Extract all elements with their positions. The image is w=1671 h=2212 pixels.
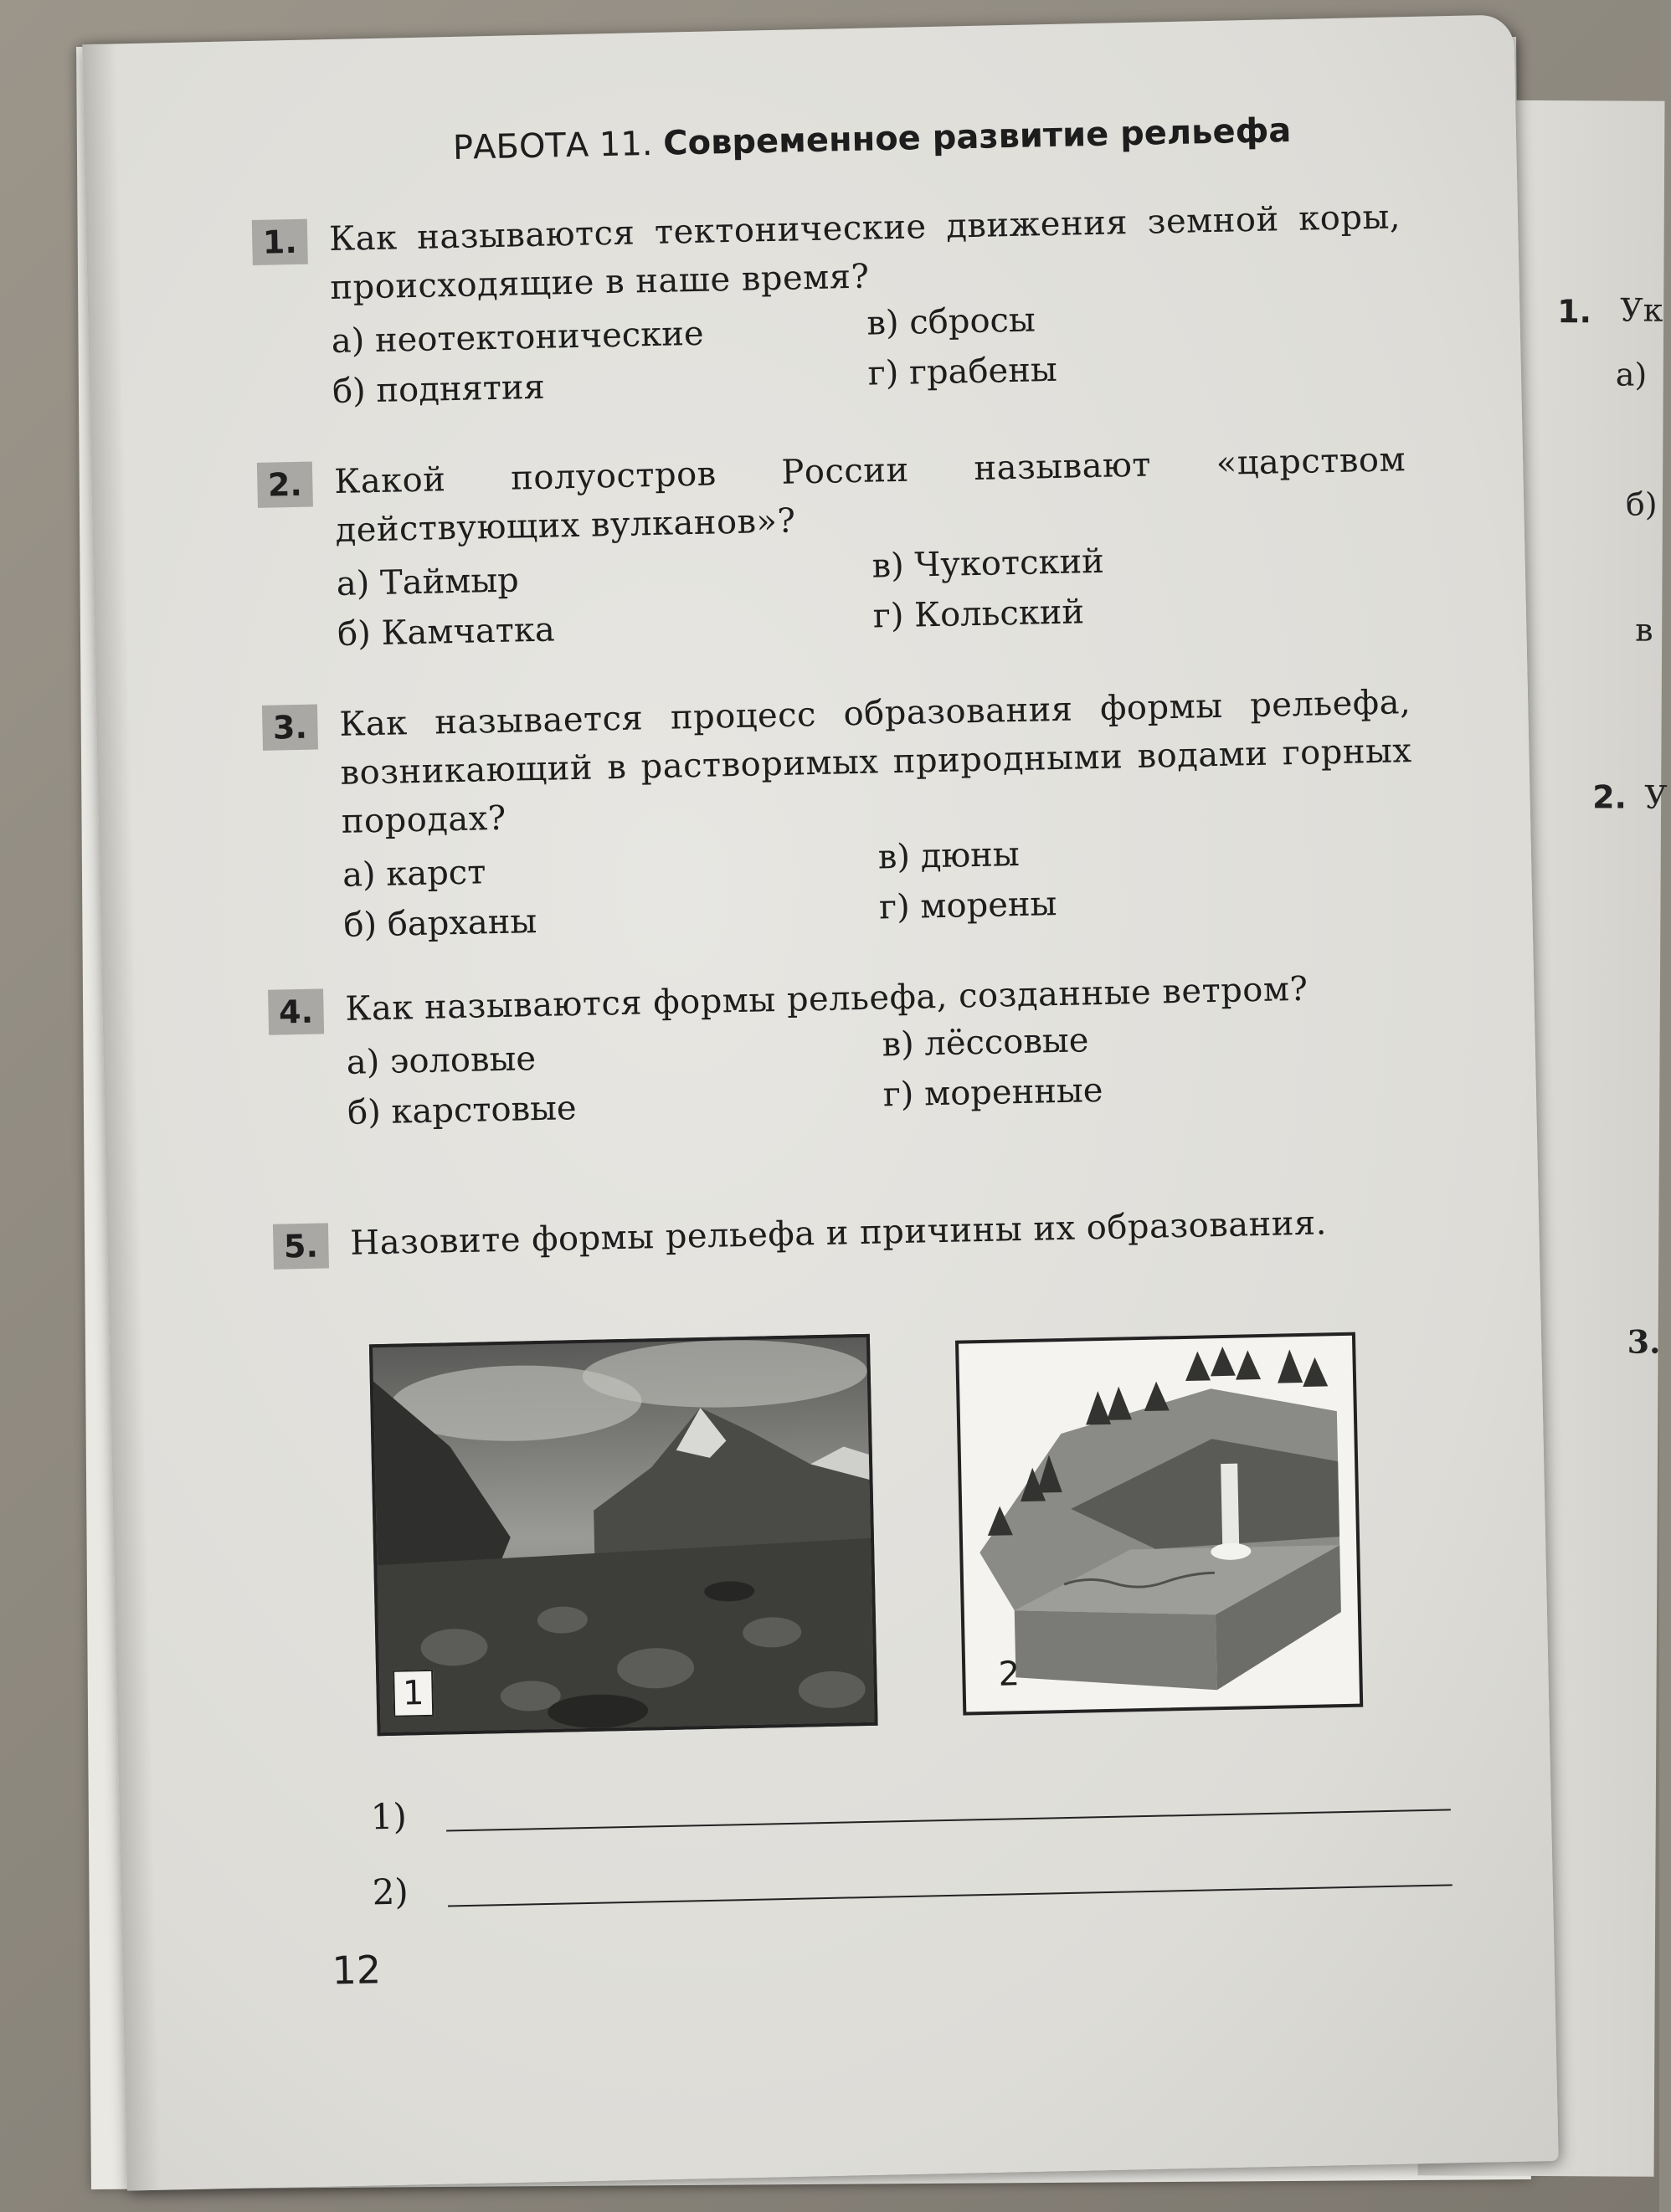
option-g[interactable]: г) грабены [867, 350, 1058, 393]
answer-line-1[interactable] [446, 1809, 1451, 1831]
answer-options [342, 829, 1416, 952]
mountain-illustration [373, 1337, 875, 1732]
option-a[interactable]: а) эоловые [346, 1039, 537, 1082]
question-4 [278, 962, 1420, 1139]
answer-options [331, 295, 1404, 418]
right-opt-b: б) [1625, 485, 1658, 523]
option-a[interactable]: а) неотектонические [331, 314, 704, 362]
question-text: Как называются тектонические движения земной коры, происходящие в наше время? [328, 198, 1401, 308]
picture-label-1: 1 [393, 1670, 434, 1717]
answer-line-2[interactable] [448, 1884, 1452, 1907]
landform-diagram [955, 1332, 1363, 1716]
right-q1-text: Ук [1620, 291, 1663, 329]
answer-label-1: 1) [370, 1795, 408, 1838]
option-a[interactable]: а) Таймыр [336, 561, 520, 603]
option-v[interactable]: в) дюны [877, 834, 1021, 877]
question-5 [283, 1197, 1422, 1268]
option-g[interactable]: г) морены [878, 885, 1057, 927]
question-3 [272, 678, 1416, 952]
option-v[interactable]: в) Чукотский [871, 541, 1105, 586]
question-1 [262, 192, 1405, 418]
right-opt-v: в [1635, 611, 1653, 649]
question-text: Как называется процесс образования формы рельефа, возникающий в растворимых природными водами горных породах? [338, 683, 1412, 841]
page-header [453, 111, 1292, 167]
picture-label-2: 2 [998, 1655, 1021, 1694]
option-g[interactable]: г) Кольский [872, 593, 1085, 636]
option-b[interactable]: б) Камчатка [337, 610, 556, 654]
question-text: Назовите формы рельефа и причины их образования. [349, 1204, 1328, 1263]
right-q2-number: 2. [1592, 778, 1627, 816]
work-title: Современное развитие рельефа [662, 110, 1292, 163]
answer-row-1 [370, 1796, 407, 1838]
right-q1-number: 1. [1557, 293, 1592, 331]
question-number: 4. [268, 988, 324, 1034]
question-number: 1. [252, 219, 308, 265]
option-v[interactable]: в) лёссовые [882, 1021, 1089, 1065]
answer-label-2: 2) [372, 1871, 409, 1913]
right-q3-number: 3. [1627, 1322, 1661, 1361]
answer-options [336, 537, 1409, 660]
mountain-photo [369, 1334, 878, 1736]
option-g[interactable]: г) моренные [882, 1070, 1103, 1115]
page-number: 12 [332, 1947, 382, 1994]
option-b[interactable]: б) барханы [342, 902, 537, 945]
question-number: 5. [273, 1223, 329, 1269]
question-number: 3. [262, 704, 318, 750]
option-b[interactable]: б) карстовые [347, 1089, 578, 1132]
right-opt-a: а) [1615, 356, 1648, 393]
option-a[interactable]: а) карст [342, 853, 486, 895]
right-q2-text: У [1644, 778, 1668, 816]
option-b[interactable]: б) поднятия [332, 367, 546, 412]
option-v[interactable]: в) сбросы [866, 300, 1036, 343]
question-text: Как называются формы рельефа, созданные ветром? [345, 969, 1309, 1029]
answer-row-2 [372, 1871, 409, 1913]
answer-options [346, 1016, 1419, 1139]
question-number: 2. [257, 462, 313, 508]
workbook-page [82, 14, 1558, 2190]
question-2 [267, 435, 1410, 660]
question-text: Какой полуостров России называют «царством действующих вулканов»? [333, 440, 1406, 550]
work-number: РАБОТА 11. [452, 124, 653, 167]
